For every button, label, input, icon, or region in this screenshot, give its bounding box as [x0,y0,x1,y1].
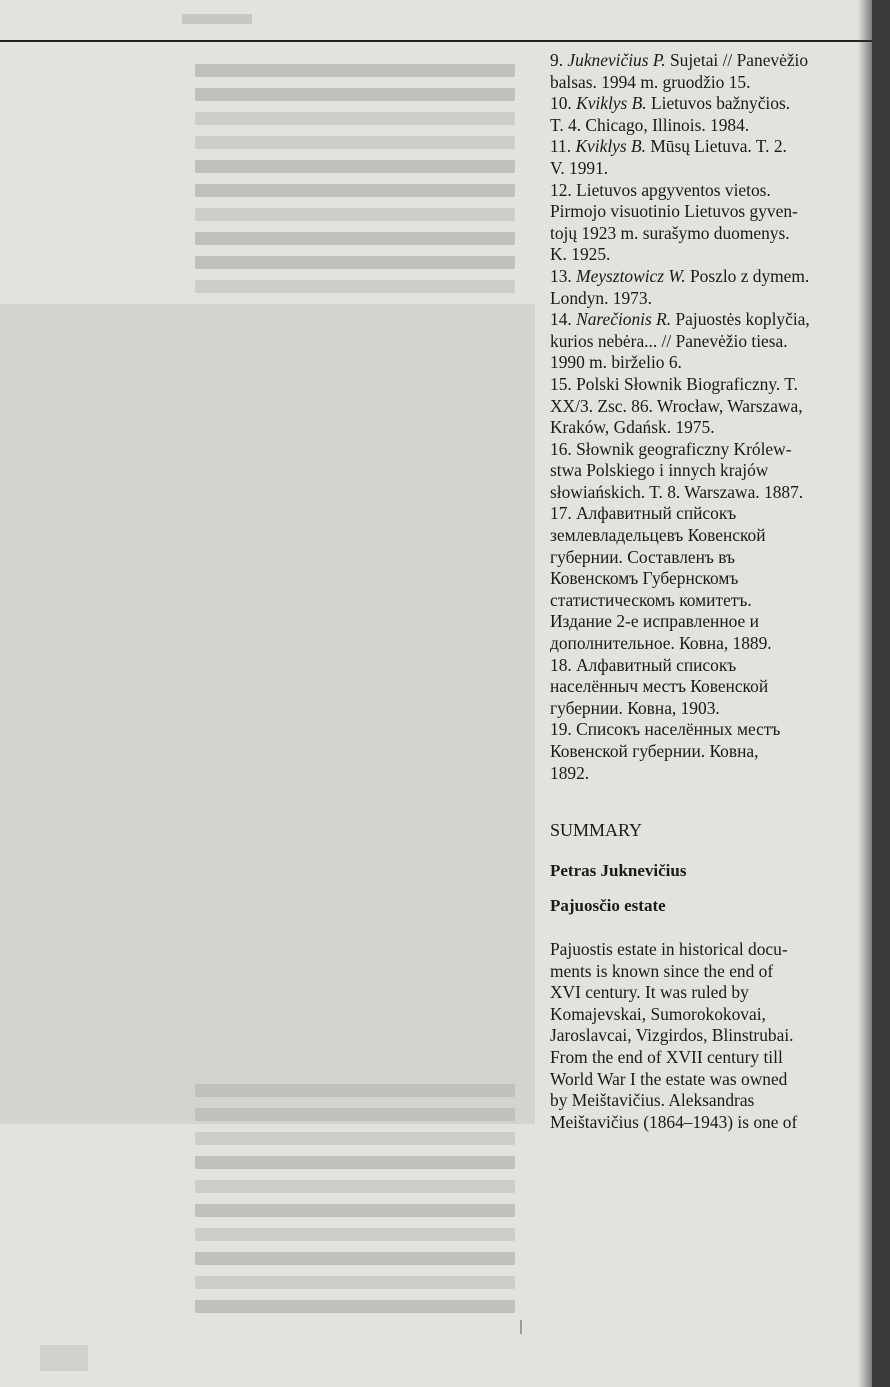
summary-body: Pajuostis estate in historical docu- ments is known since the end of XVI century. It was ruled by Komajevskai, Sumorokokovai, Jaroslavcai, Vizgirdos, Blinstrubai. From the end of XVII century till World War I the estate was owned by Meištavičius. Aleksandras Meištavičius (1864–1943) is one of [550,938,798,1132]
bleed-through-area [0,44,535,1387]
reference-item: 10. Kviklys B. Lietuvos bažnyčios. T. 4. Chicago, Illinois. 1984. [550,93,791,135]
summary-heading: SUMMARY [550,820,643,841]
text-column [550,50,868,1133]
tick-mark [520,1320,522,1334]
page-edge [872,0,890,1387]
reference-item: 18. Алфавитный списокъ населённыч местъ Ковенской губернии. Ковна, 1903. [550,654,769,718]
page-edge-shadow [858,0,872,1387]
reference-item: 14. Narečionis R. Pajuostės koplyčia, kurios nebėra... // Panevėžio tiesa. 1990 m. birželio 6. [550,309,810,373]
reference-item: 16. Słownik geograficzny Królew- stwa Polskiego i innych krajów słowiańskich. T. 8. Warszawa. 1887. [550,438,804,502]
reference-item: 9. Juknevičius P. Sujetai // Panevėžio balsas. 1994 m. gruodžio 15. [550,50,809,92]
reference-item: 13. Meysztowicz W. Poszlo z dymem. Londyn. 1973. [550,265,810,308]
summary-author: Petras Juknevičius [550,860,687,880]
reference-list [550,50,868,784]
reference-item: 17. Алфавитный спйсокъ землевладельцевъ Ковенской губернии. Составленъ въ Ковенскомъ Губернскомъ статистическомъ комитетъ. Издание 2-е исправленное и дополнительное. Ковна, 1889. [550,503,772,654]
bleed-through-image [0,304,535,1124]
reference-item: 11. Kviklys B. Mūsų Lietuva. T. 2. V. 1991. [550,136,787,178]
reference-item: 19. Списокъ населённых местъ Ковенской губернии. Ковна, 1892. [550,719,781,783]
reference-item: 15. Polski Słownik Biograficzny. T. XX/3. Zsc. 86. Wrocław, Warszawa, Kraków, Gdańsk. 1975. [550,373,803,438]
top-rule [0,40,890,42]
page-number-ghost [40,1345,88,1371]
summary-title: Pajuosčio estate [550,896,666,916]
reference-item: 12. Lietuvos apgyventos vietos. Pirmojo visuotinio Lietuvos gyven- tojų 1923 m. surašymo duomenys. K. 1925. [550,179,798,265]
header-fragment [180,8,260,30]
